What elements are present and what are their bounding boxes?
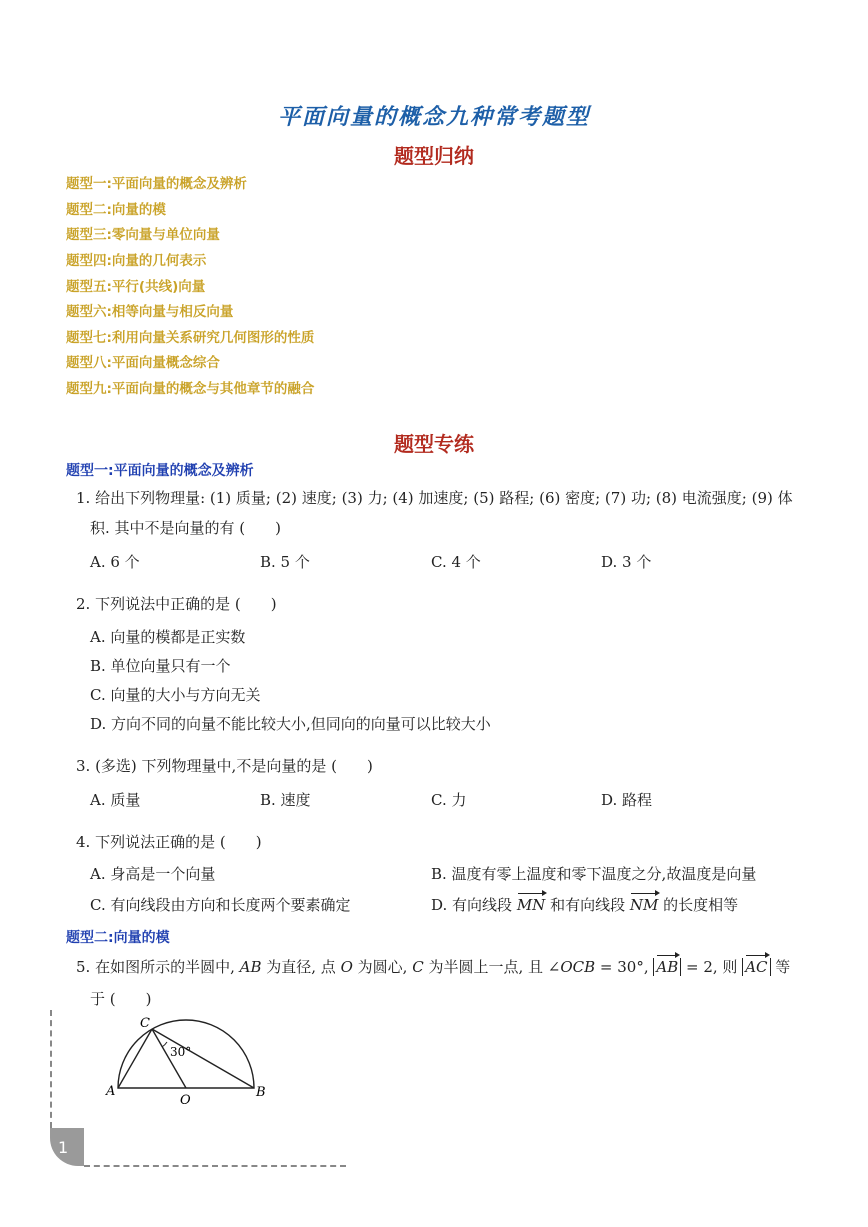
toc-item: 题型二:向量的模 [66,202,166,218]
q5-text: 为圆心, [352,958,413,976]
question-5-stem-line2: 于 ( ) [90,990,152,1008]
toc-item: 题型四:向量的几何表示 [66,253,207,269]
label-o: O [180,1093,191,1107]
q5-text: 5. 在如图所示的半圆中, [76,958,240,976]
magnitude-ab [653,958,681,976]
vector-mn: MN [516,896,546,914]
vector-nm: NM [629,896,659,914]
q5-text: = 2, 则 [681,958,743,976]
angle-arc [162,1042,167,1047]
question-4-option-d [431,894,738,915]
question-2-option-c: C. 向量的大小与方向无关 [90,686,261,704]
vector-ab: AB [656,958,679,976]
question-3-option-d: D. 路程 [601,791,653,809]
q5-text: 等 [770,958,791,976]
q5-var: AB [239,958,262,976]
section-heading: 题型一:平面向量的概念及辨析 [66,463,254,479]
label-a: A [106,1084,116,1099]
footer-dashed-line [84,1165,346,1167]
page-number: 1 [58,1138,69,1157]
q5-var: O [340,958,353,976]
section-heading: 题型二:向量的模 [66,930,170,946]
question-2-option-a: A. 向量的模都是正实数 [90,628,246,646]
practice-heading: 题型专练 [394,432,474,456]
question-1-option-b: B. 5 个 [260,553,310,571]
toc-item: 题型九:平面向量的概念与其他章节的融合 [66,381,315,397]
semicircle-figure [100,1012,280,1107]
question-2-stem: 2. 下列说法中正确的是 ( ) [76,595,277,613]
question-5-stem-line1 [76,956,790,977]
question-2-option-d: D. 方向不同的向量不能比较大小,但同向的向量可以比较大小 [90,715,491,733]
toc-item: 题型八:平面向量概念综合 [66,355,220,371]
toc-item: 题型六:相等向量与相反向量 [66,304,234,320]
segment-ca [118,1029,152,1088]
vector-ac: AC [745,958,768,976]
option-d-text-3: 的长度相等 [663,896,739,914]
question-1-option-c: C. 4 个 [431,553,481,571]
question-3-option-a: A. 质量 [90,791,141,809]
label-b: B [256,1085,266,1100]
toc-item: 题型三:零向量与单位向量 [66,227,220,243]
question-2-option-b: B. 单位向量只有一个 [90,657,231,675]
label-c: C [140,1016,150,1031]
toc-item: 题型一:平面向量的概念及辨析 [66,176,247,192]
q5-text: 为半圆上一点, 且 ∠ [423,958,561,976]
question-4-option-b: B. 温度有零上温度和零下温度之分,故温度是向量 [431,865,757,883]
toc-item: 题型七:利用向量关系研究几何图形的性质 [66,330,315,346]
segment-cb [152,1029,254,1088]
option-d-text-2: 和有向线段 [550,896,626,914]
question-3-stem: 3. (多选) 下列物理量中,不是向量的是 ( ) [76,757,373,775]
magnitude-ac [742,958,770,976]
question-4-option-a: A. 身高是一个向量 [90,865,216,883]
question-1-option-a: A. 6 个 [90,553,140,571]
question-3-option-b: B. 速度 [260,791,311,809]
angle-label: 30° [170,1045,192,1059]
q5-text: = 30°, [595,958,654,976]
question-3-option-c: C. 力 [431,791,467,809]
question-1-option-d: D. 3 个 [601,553,652,571]
question-4-option-c: C. 有向线段由方向和长度两个要素确定 [90,896,351,914]
q5-var: C [412,958,424,976]
q5-var: OCB [560,958,596,976]
question-4-stem: 4. 下列说法正确的是 ( ) [76,833,262,851]
document-title: 平面向量的概念九种常考题型 [277,105,590,130]
q5-text: 为直径, 点 [261,958,341,976]
margin-dashed-line [50,1010,52,1128]
question-1-stem-line1: 1. 给出下列物理量: (1) 质量; (2) 速度; (3) 力; (4) 加速度; (5) 路程; (6) 密度; (7) 功; (8) 电流强度; (9) 体 [76,489,793,507]
toc-item: 题型五:平行(共线)向量 [66,279,206,295]
question-1-stem-line2: 积. 其中不是向量的有 ( ) [90,519,282,537]
summary-heading: 题型归纳 [394,144,474,168]
option-d-text-1: D. 有向线段 [431,896,513,914]
